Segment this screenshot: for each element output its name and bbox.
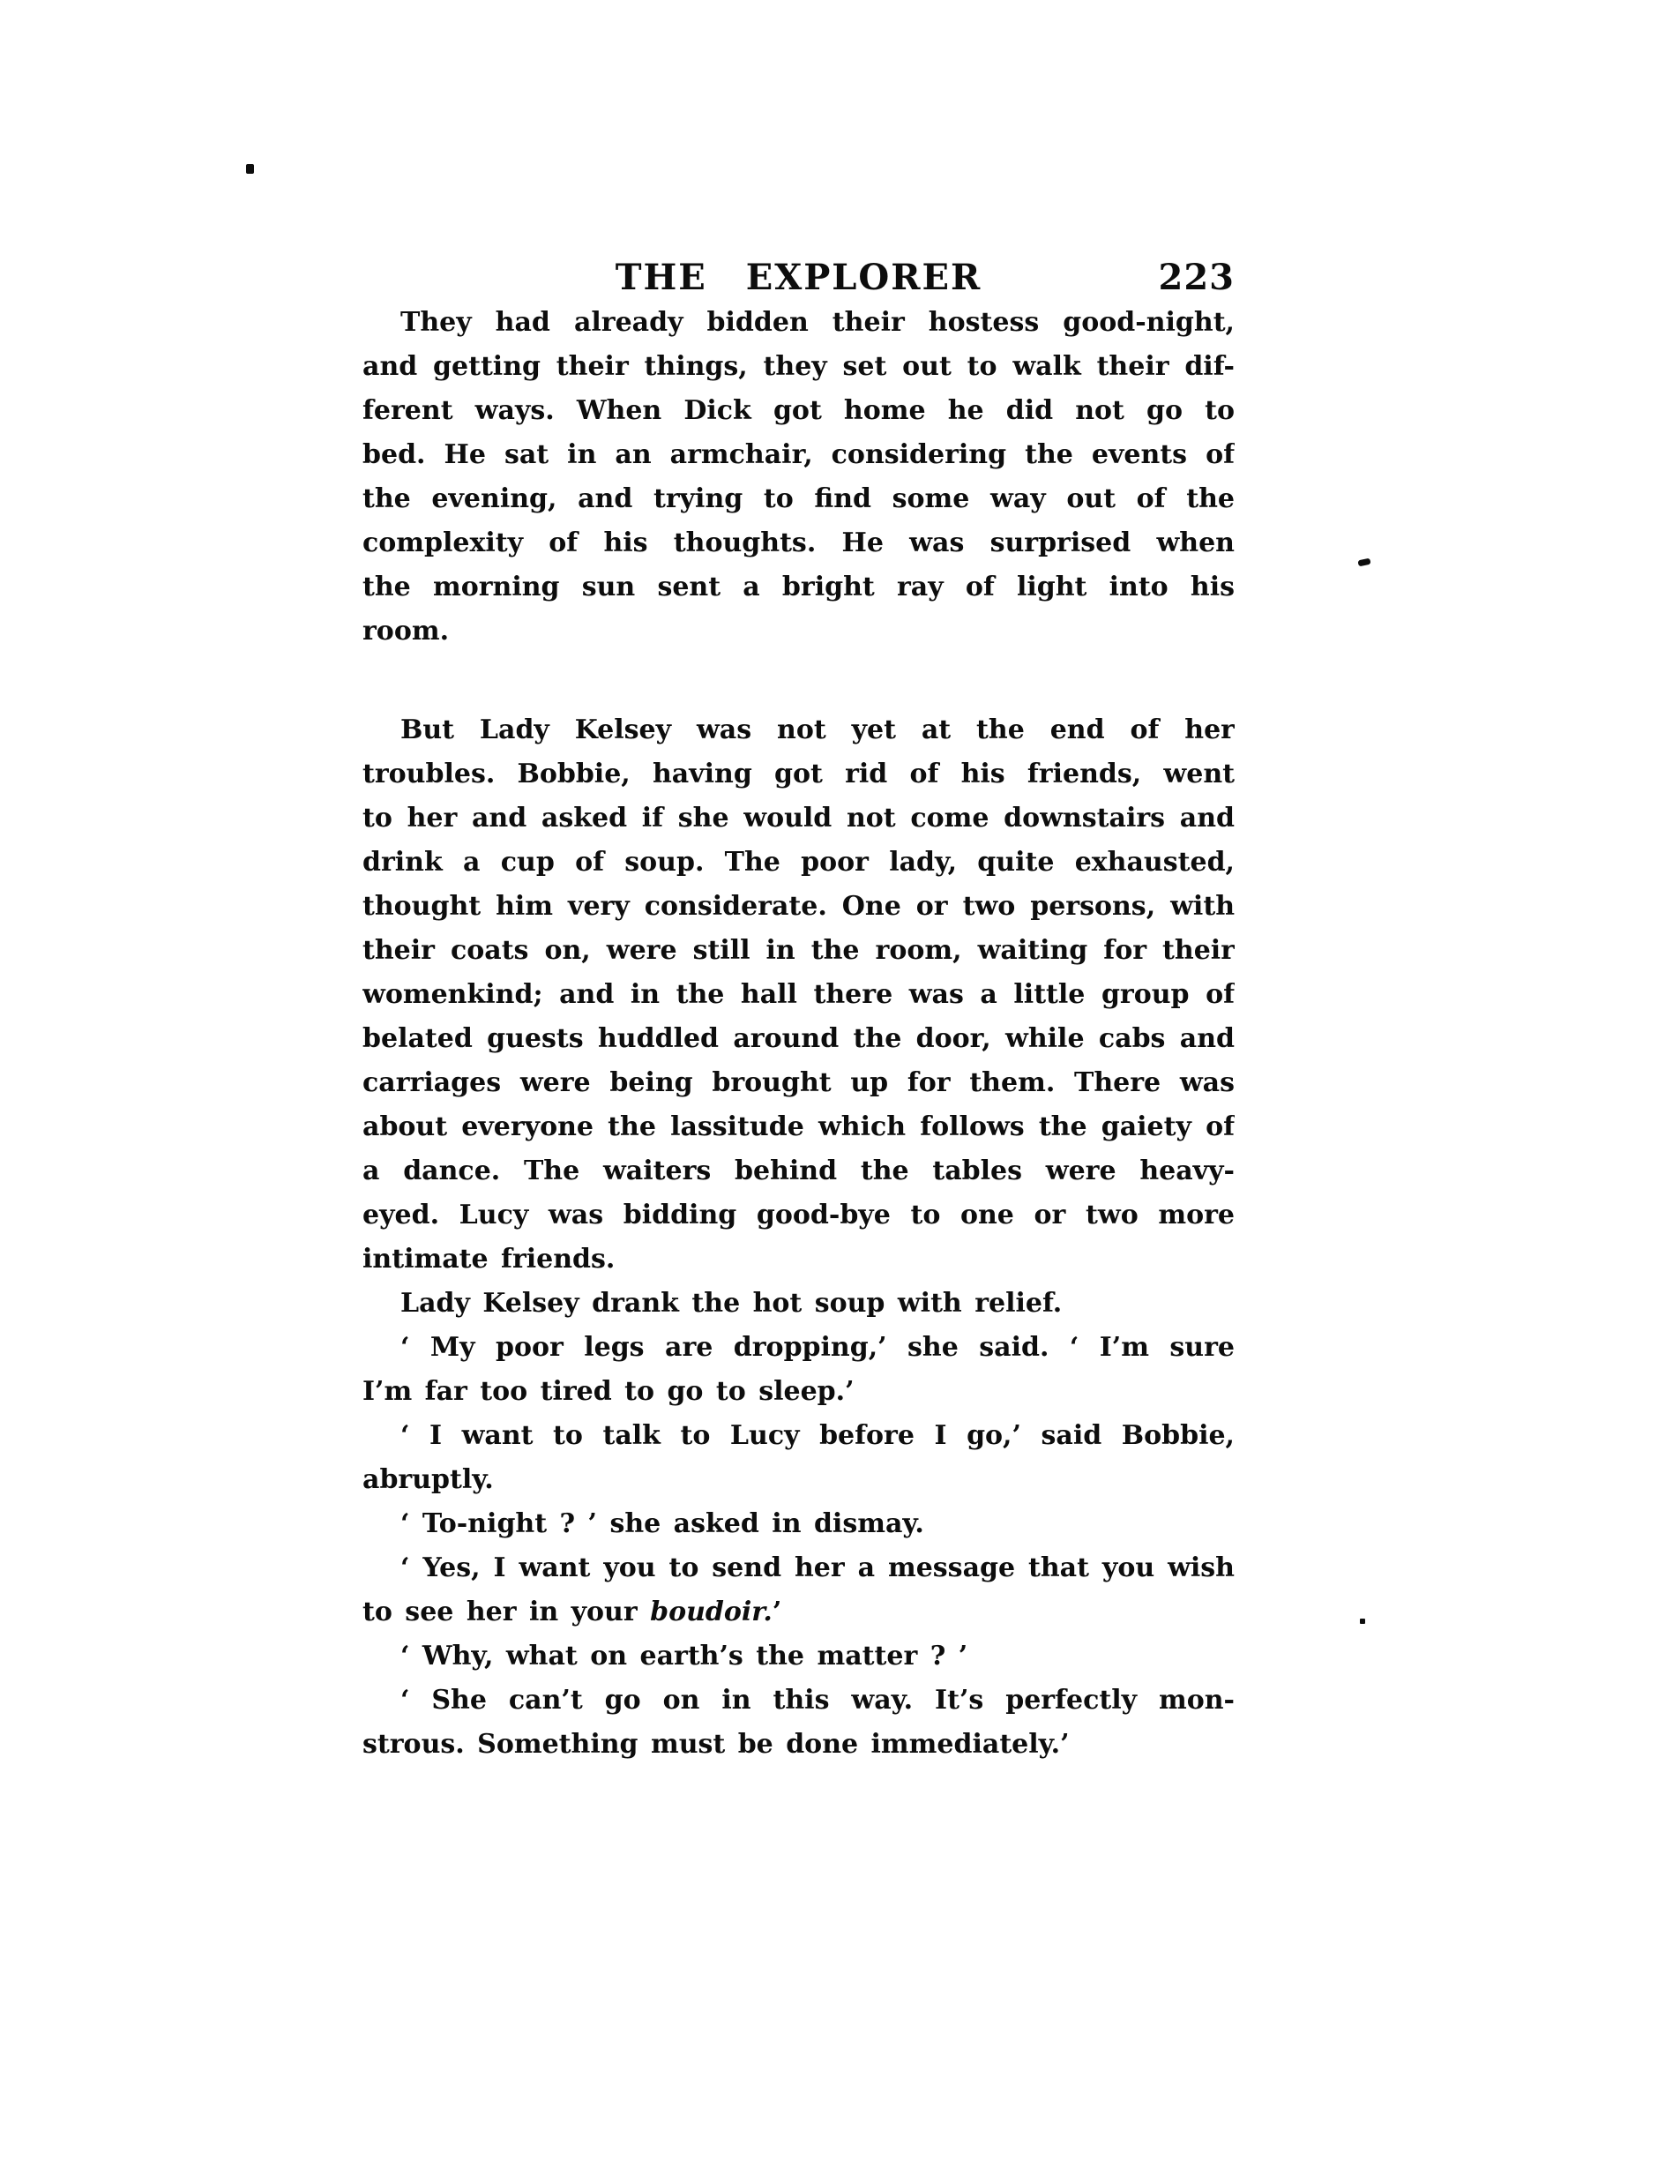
text-line: belated guests huddled around the door, while cabs and [362,1023,1235,1054]
text-line: abruptly. [362,1464,494,1495]
text-line: ‘ Yes, I want you to send her a message that you wish [400,1552,1235,1583]
text-line: troubles. Bobbie, having got rid of his friends, went [362,759,1235,789]
paragraph [362,1414,1235,1502]
paragraph [362,1634,1235,1679]
paragraph [362,1679,1235,1767]
paragraph [362,1546,1235,1634]
text-line: a dance. The waiters behind the tables were heavy- [362,1156,1235,1186]
text-line: ‘ My poor legs are dropping,’ she said. ‘ I’m sure [400,1332,1235,1363]
running-header [362,256,1235,300]
ink-speck [1357,558,1370,567]
text-line: I’m far too tired to go to sleep.’ [362,1376,855,1407]
text-line: the morning sun sent a bright ray of light into his [362,572,1235,602]
text-line: intimate friends. [362,1244,616,1275]
text-line: thought him very considerate. One or two persons, with [362,891,1235,922]
text-line: to see her in your boudoir.’ [362,1597,782,1627]
paragraph [362,1326,1235,1414]
text-line: complexity of his thoughts. He was surprised when [362,527,1235,558]
header-title: THE EXPLORER [615,257,982,298]
text-line: ferent ways. When Dick got home he did not go to [362,395,1235,426]
text-line: Lady Kelsey drank the hot soup with relief. [400,1288,1063,1319]
paragraph [362,1282,1235,1326]
text-line: ‘ Why, what on earth’s the matter ? ’ [400,1641,968,1672]
ink-speck [1360,1619,1365,1624]
text-line: their coats on, were still in the room, waiting for their [362,935,1235,966]
text-line: carriages were being brought up for them. There was [362,1067,1235,1098]
paragraph [362,708,1235,1282]
text-line: about everyone the lassitude which follows the gaiety of [362,1111,1235,1142]
text-line: the evening, and trying to find some way out of the [362,483,1235,514]
text-line: ‘ To-night ? ’ she asked in dismay. [400,1508,924,1539]
text-line: eyed. Lucy was bidding good-bye to one or two more [362,1200,1235,1230]
paragraph [362,301,1235,654]
page-number: 223 [1158,257,1235,298]
text-line: strous. Something must be done immediately.’ [362,1729,1070,1760]
text-line: room. [362,616,450,647]
ink-speck [246,164,254,174]
text-line: bed. He sat in an armchair, considering the events of [362,439,1235,470]
text-line: They had already bidden their hostess good-night, [400,307,1235,338]
text-line: to her and asked if she would not come downstairs and [362,803,1235,834]
text-line: But Lady Kelsey was not yet at the end of her [400,714,1235,745]
text-line: drink a cup of soup. The poor lady, quite exhausted, [362,847,1235,878]
paragraph [362,1502,1235,1546]
text-line: ‘ I want to talk to Lucy before I go,’ said Bobbie, [400,1420,1235,1451]
text-line: ‘ She can’t go on in this way. It’s perfectly mon- [400,1685,1235,1716]
page-text [362,301,1235,1767]
text-line: womenkind; and in the hall there was a little group of [362,979,1235,1010]
text-line: and getting their things, they set out to walk their dif- [362,351,1235,382]
